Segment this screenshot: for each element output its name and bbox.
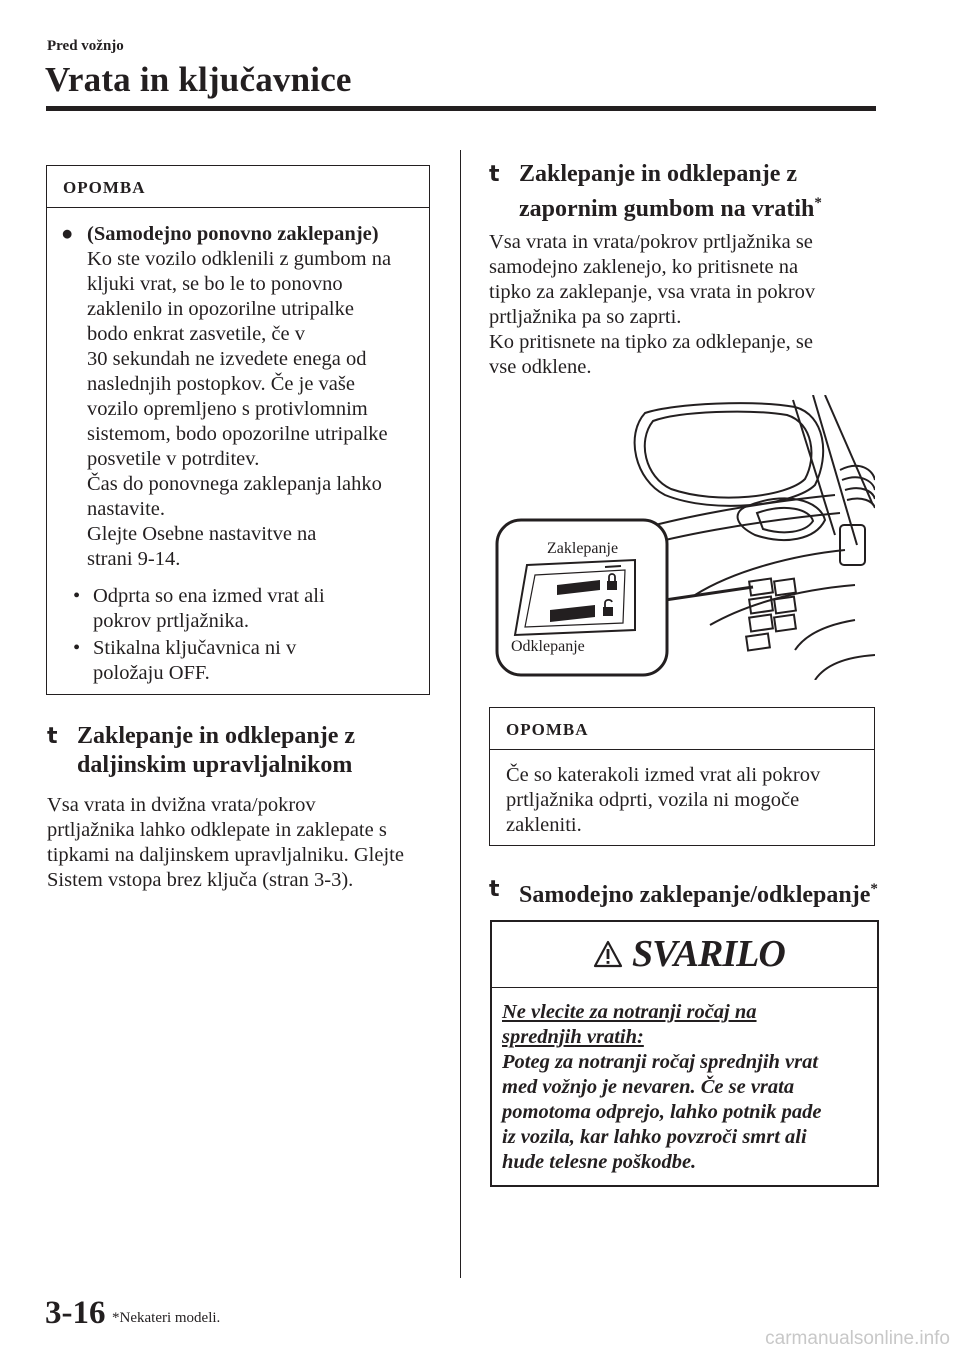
heading-line: daljinskim upravljalnikom xyxy=(77,752,353,778)
warning-box xyxy=(490,920,879,1187)
note-line: prtljažnika odprti, vozila ni mogoče xyxy=(506,789,800,811)
sub-bullet-line: Odprta so ena izmed vrat ali xyxy=(93,585,325,607)
callout-line xyxy=(665,587,753,600)
note-line: nastavite. xyxy=(87,498,165,520)
note-line: Glejte Osebne nastavitve na xyxy=(87,523,317,545)
unlock-label: Odklepanje xyxy=(511,638,585,655)
note-line: naslednjih postopkov. Če je vaše xyxy=(87,373,355,395)
sub-bullet-line: Stikalna ključavnica ni v xyxy=(93,637,297,659)
warning-line: hude telesne poškodbe. xyxy=(502,1151,697,1173)
note-bullet-body xyxy=(87,247,432,572)
warning-line: pomotoma odprejo, lahko potnik pade xyxy=(502,1101,822,1123)
heading-line-text: Samodejno zaklepanje/odklepanje xyxy=(519,882,871,908)
lock-switch-detail xyxy=(515,560,635,635)
note-text xyxy=(506,763,866,838)
warning-line: Poteg za notranji ročaj sprednjih vrat xyxy=(502,1051,819,1073)
note-line: zakleniti. xyxy=(506,814,582,836)
lock-label: Zaklepanje xyxy=(547,540,619,557)
paragraph-line: vse odklene. xyxy=(489,356,592,378)
paragraph-line: Vsa vrata in vrata/pokrov prtljažnika se xyxy=(489,231,813,253)
asterisk: * xyxy=(814,195,822,211)
note-line: bodo enkrat zasvetile, če v xyxy=(87,323,306,345)
page-title: Vrata in ključavnice xyxy=(45,60,352,99)
sub-bullet-line: položaju OFF. xyxy=(93,662,210,684)
paragraph-line: tipkami na daljinskem upravljalniku. Glejte xyxy=(47,844,404,866)
page-number: 3-16 xyxy=(45,1295,106,1331)
heading-line: Zaklepanje in odklepanje z xyxy=(77,723,356,749)
paragraph-line: tipko za zaklepanje, vsa vrata in pokrov xyxy=(489,281,816,303)
paragraph-line: Sistem vstopa brez ključa (stran 3-3). xyxy=(47,869,354,891)
warning-title: SVARILO xyxy=(632,933,785,975)
warning-subtitle: sprednjih vratih: xyxy=(502,1026,644,1048)
note-line: Čas do ponovnega zaklepanja lahko xyxy=(87,473,382,495)
section-label: Pred vožnjo xyxy=(47,38,124,54)
note-line: zaklenilo in opozorilne utripalke xyxy=(87,298,354,320)
column-divider xyxy=(460,150,461,1278)
bullet-dot-icon: ● xyxy=(61,223,74,245)
watermark: carmanualsonline.info xyxy=(765,1328,950,1349)
note-line: Ko ste vozilo odklenili z gumbom na xyxy=(87,248,392,270)
note-line: posvetile v potrditev. xyxy=(87,448,260,470)
note-label: OPOMBA xyxy=(490,708,874,750)
section-marker-icon: t xyxy=(489,162,500,187)
paragraph-remote xyxy=(47,793,457,893)
door-lock-switch-illustration xyxy=(495,395,875,680)
warning-line: iz vozila, kar lahko povzroči smrt ali xyxy=(502,1126,807,1148)
note-line: kljuki vrat, se bo le to ponovno xyxy=(87,273,343,295)
paragraph-door-button xyxy=(489,230,879,380)
bullet-dot-icon: • xyxy=(73,637,81,659)
asterisk: * xyxy=(870,881,878,897)
heading-line xyxy=(519,189,822,224)
title-rule xyxy=(46,106,876,111)
note-line: 30 sekundah ne izvedete enega od xyxy=(87,348,367,370)
warning-triangle-icon xyxy=(593,940,623,968)
note-line: strani 9-14. xyxy=(87,548,181,570)
paragraph-line: samodejno zaklenejo, ko pritisnete na xyxy=(489,256,799,278)
note-bullet-title: (Samodejno ponovno zaklepanje) xyxy=(87,223,379,245)
footnote: *Nekateri modeli. xyxy=(112,1310,221,1326)
note-box-relock xyxy=(46,165,430,695)
section-marker-icon: t xyxy=(47,724,58,749)
note-line: vozilo opremljeno s protivlomnim xyxy=(87,398,368,420)
warning-subtitle: Ne vlecite za notranji ročaj na xyxy=(502,1001,757,1023)
section-marker-icon: t xyxy=(489,877,500,902)
warning-body xyxy=(502,1000,874,1175)
bullet-dot-icon: • xyxy=(73,585,81,607)
heading-line: Zaklepanje in odklepanje z xyxy=(519,161,798,187)
warning-header xyxy=(492,922,877,988)
warning-line: med vožnjo je nevaren. Če se vrata xyxy=(502,1076,795,1098)
heading-line-text: zapornim gumbom na vratih xyxy=(519,196,815,222)
sub-bullet-line: pokrov prtljažnika. xyxy=(93,610,249,632)
note-line: Če so katerakoli izmed vrat ali pokrov xyxy=(506,764,821,786)
note-line: sistemom, bodo opozorilne utripalke xyxy=(87,423,388,445)
paragraph-line: Ko pritisnete na tipko za odklepanje, se xyxy=(489,331,813,353)
paragraph-line: Vsa vrata in dvižna vrata/pokrov xyxy=(47,794,316,816)
paragraph-line: prtljažnika lahko odklepate in zaklepate s xyxy=(47,819,387,841)
note-box-open-doors xyxy=(489,707,875,846)
paragraph-line: prtljažnika pa so zaprti. xyxy=(489,306,682,328)
note-label: OPOMBA xyxy=(47,166,429,208)
